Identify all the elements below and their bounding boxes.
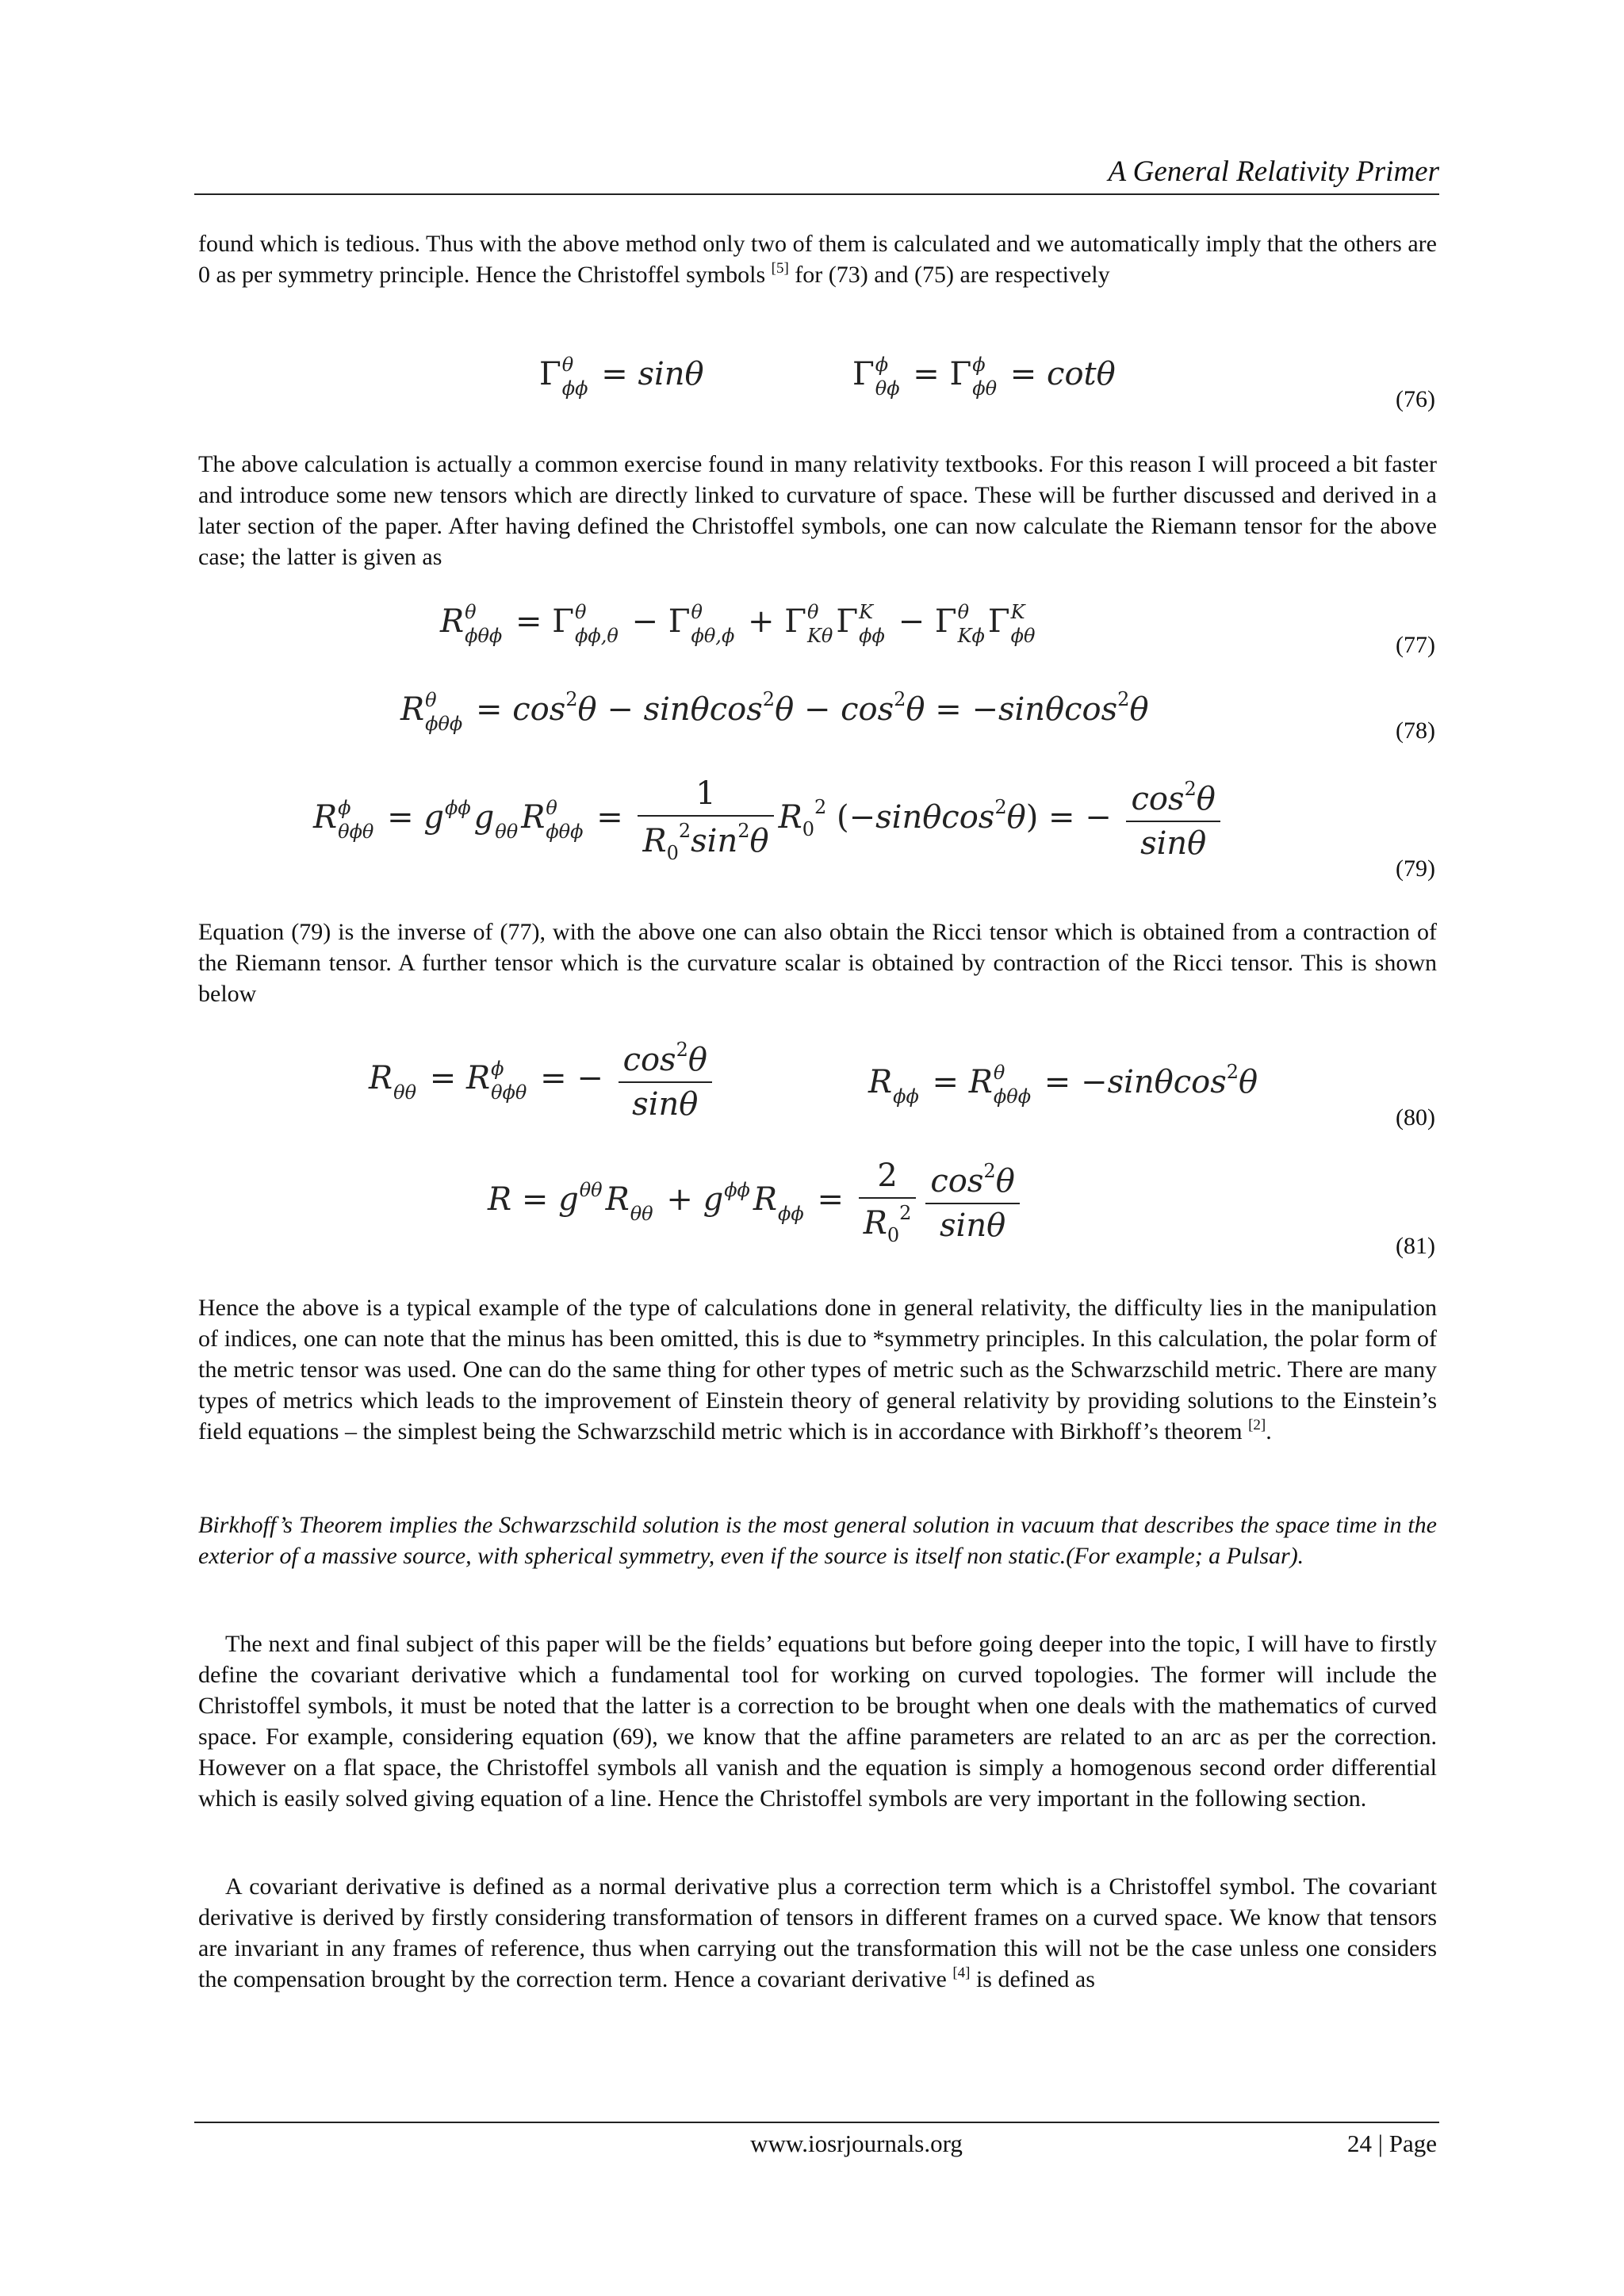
equation-79: R ϕ θϕθ = g ϕϕ g θθ R θ ϕθϕ = $\frac{1}{R_0^2\sin^2\theta}$ $R_0^2$ (−sinθcos$^2$θ) = − $\frac{\cos^2\theta}{\sin\theta}$ <box>313 775 1225 864</box>
paragraph-6: The next and final subject of this paper will be the fields’ equations but before going deeper into the topic, I will have to firstly define the covariant derivative which a fundamental tool for working on curved topologies. The former will include the Christoffel symbols, it must be noted that the latter is a correction to be brought when one deals with the mathematics of curved space. For example, considering equation (69), we know that the affine parameters are related to an arc as per the correction. However on a flat space, the Christoffel symbols all vanish and the equation is simply a homogenous second order differential which is easily solved giving equation of a line. Hence the Christoffel symbols are very important in the following section. <box>198 1631 1437 1812</box>
equation-77: R θ ϕθϕ = Γ θ ϕϕ,θ − Γ θ ϕθ,ϕ + Γ θ Kθ Γ K ϕϕ − Γ θ Kϕ Γ K ϕθ <box>440 601 1036 647</box>
running-title: A General Relativity Primer <box>1108 155 1439 188</box>
equation-80-right: R ϕϕ = R θ ϕθϕ = −sinθcos$^2$θ <box>868 1061 1258 1108</box>
footer-url: www.iosrjournals.org <box>750 2130 963 2157</box>
header-rule <box>194 193 1439 195</box>
citation-2: [2] <box>1248 1417 1266 1433</box>
equation-number-76: (76) <box>1396 386 1435 412</box>
citation-4: [4] <box>952 1965 971 1981</box>
paragraph-4: Hence the above is a typical example of the type of calculations done in general relativity, the difficulty lies in the manipulation of indices, one can note that the minus has been omitted, this is due to *symmetry principles. In this calculation, the polar form of the metric tensor was used. One can do the same thing for other types of metric such as the Schwarzschild metric. There are many types of metrics which leads to the improvement of Einstein theory of general relativity by providing solutions to the Einstein’s field equations – the simplest being the Schwarzschild metric which is in accordance with Birkhoff’s theorem [2]. <box>198 1295 1437 1445</box>
equation-81: R = g θθ R θθ + g ϕϕ R ϕϕ = $\frac{2}{R_0^2}$ $\frac{\cos^2\theta}{\sin\theta}$ <box>488 1158 1025 1246</box>
equation-number-78: (78) <box>1396 718 1435 744</box>
equation-78: R θ ϕθϕ = $\cos^2\theta - \sin\theta\cos^2\theta - \cos^2\theta = -\sin\theta\cos^2\theta$ <box>400 688 1149 735</box>
paragraph-2: The above calculation is actually a common exercise found in many relativity textbooks. For this reason I will proceed a bit faster and introduce some new tensors which are directly linked to curvature of space. These will be further discussed and derived in a later section of the paper. After having defined the Christoffel symbols, one can now calculate the Riemann tensor for the above case; the latter is given as <box>198 451 1437 570</box>
equation-number-79: (79) <box>1396 855 1435 882</box>
paragraph-3: Equation (79) is the inverse of (77), with the above one can also obtain the Ricci tensor which is obtained from a contraction of the Riemann tensor. A further tensor which is the curvature scalar is obtained by contraction of the Ricci tensor. This is shown below <box>198 919 1437 1007</box>
paragraph-1: found which is tedious. Thus with the above method only two of them is calculated and we automatically imply that the others are 0 as per symmetry principle. Hence the Christoffel symbols [5] for (73) and (75) are respectively <box>198 231 1437 288</box>
citation-5: [5] <box>771 260 789 277</box>
paragraph-7: A covariant derivative is defined as a normal derivative plus a correction term which is a Christoffel symbol. The covariant derivative is derived by firstly considering transformation of tensors in different frames on a curved space. We know that tensors are invariant in any frames of reference, thus when carrying out the transformation this will not be the case unless one considers the compensation brought by the correction term. Hence a covariant derivative [4] is defined as <box>198 1873 1437 1992</box>
equation-number-80: (80) <box>1396 1104 1435 1131</box>
equation-number-77: (77) <box>1396 632 1435 658</box>
paragraph-5-theorem: Birkhoff’s Theorem implies the Schwarzschild solution is the most general solution in vacuum that describes the space time in the exterior of a massive source, with spherical symmetry, even if the source is itself non static.(For example; a Pulsar). <box>198 1512 1437 1569</box>
footer-page-number: 24 | Page <box>1347 2130 1437 2157</box>
equation-80-left: R θθ = R ϕ θϕθ = − $\frac{\cos^2\theta}{\sin\theta}$ <box>369 1039 717 1123</box>
equation-number-81: (81) <box>1396 1233 1435 1259</box>
equation-76-left: Γ θ ϕϕ = sinθ <box>539 354 704 400</box>
footer-rule <box>194 2122 1439 2123</box>
equation-76-right: Γ ϕ θϕ = Γ ϕ ϕθ = cotθ <box>852 354 1116 400</box>
